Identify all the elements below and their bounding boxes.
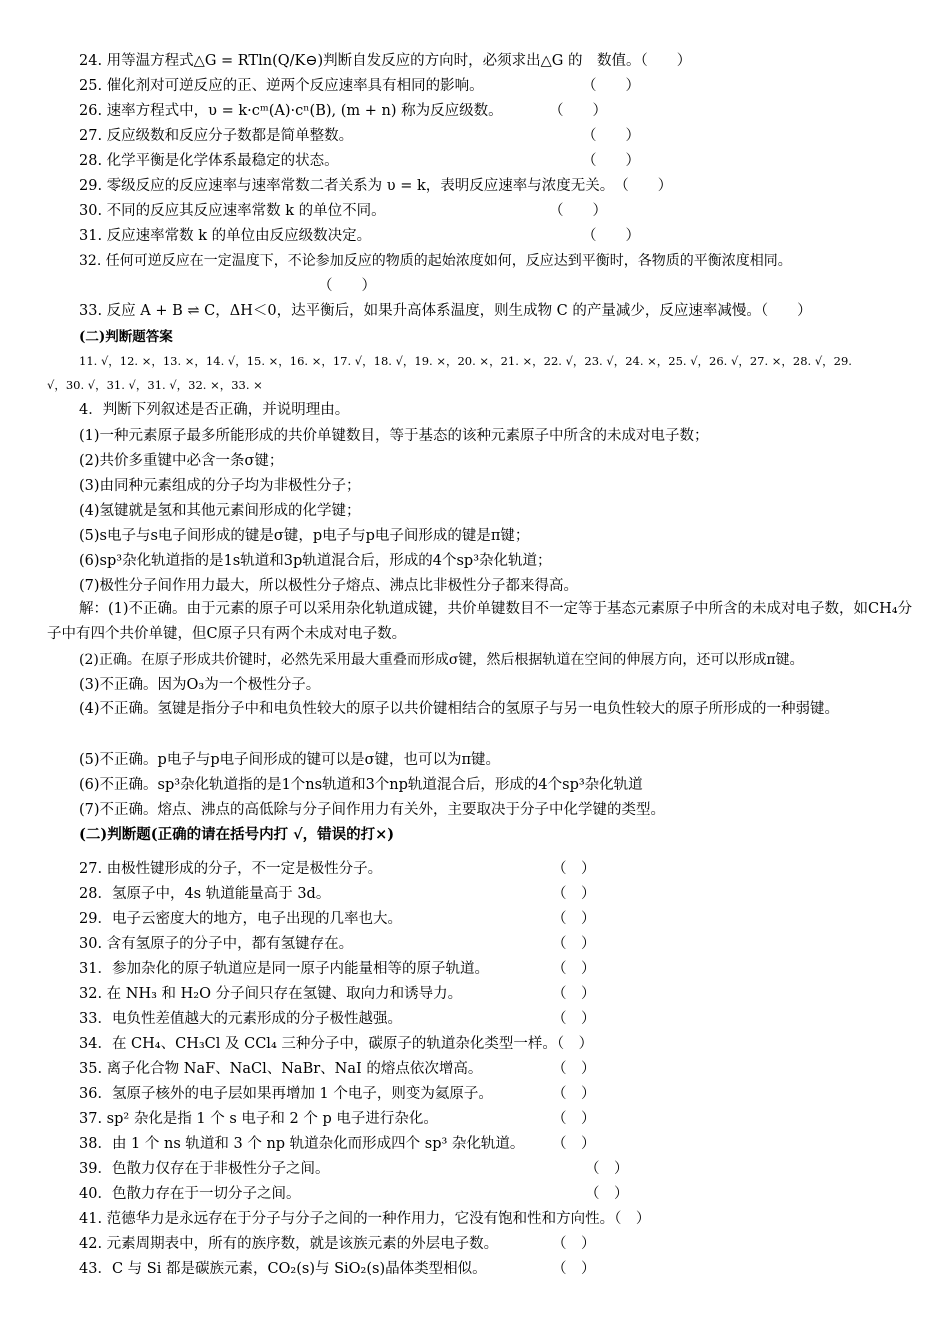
question-26: 26. 速率方程式中，υ = k·cᵐ(A)·cⁿ(B), (m + n) 称为反应级数。 [79, 103, 503, 119]
q-36b: 36．氢原子核外的电子层如果再增加 1 个电子，则变为氦原子。 [79, 1086, 493, 1102]
q-39b: 39．色散力仅存在于非极性分子之间。 [79, 1161, 330, 1177]
q-33b: 33．电负性差值越大的元素形成的分子极性越强。 [79, 1011, 402, 1027]
question-31: 31. 反应速率常数 k 的单位由反应级数决定。 [79, 228, 372, 244]
paren-29b[interactable]: （ ） [552, 911, 596, 927]
answers-line-1: 11. √，12. ×，13. ×，14. √，15. ×，16. ×，17. √，18. √，19. ×，20. ×，21. ×，22. √，23. √，24. ×，25. √，26. √，27. ×，28. √，29. [79, 354, 852, 368]
question-25: 25. 催化剂对可逆反应的正、逆两个反应速率具有相同的影响。 [79, 78, 484, 94]
q-28b: 28．氢原子中，4s 轨道能量高于 3d。 [79, 886, 331, 902]
question-28: 28. 化学平衡是化学体系最稳定的状态。 [79, 153, 339, 169]
q4-solution-7: (7)不正确。熔点、沸点的高低除与分子间作用力有关外，主要取决于分子中化学键的类型。 [79, 802, 666, 818]
answer-paren-27[interactable]: （ ） [582, 128, 640, 144]
answer-paren-32[interactable]: （ ） [318, 278, 376, 294]
answer-paren-28[interactable]: （ ） [582, 153, 640, 169]
q4-solution-4: (4)不正确。氢键是指分子中和电负性较大的原子以共价键相结合的氢原子与另一电负性较大的原子所形成的一种弱键。 [79, 701, 840, 717]
q4-item-3: (3)由同种元素组成的分子均为非极性分子； [79, 478, 361, 494]
q4-item-6: (6)sp³杂化轨道指的是1s轨道和3p轨道混合后，形成的4个sp³杂化轨道； [79, 553, 552, 569]
q-40b: 40．色散力存在于一切分子之间。 [79, 1186, 301, 1202]
answers-line-2: √，30. √，31. √，31. √，32. ×，33. × [47, 378, 263, 392]
question-32: 32. 任何可逆反应在一定温度下，不论参加反应的物质的起始浓度如何，反应达到平衡时，各物质的平衡浓度相同。 [79, 253, 792, 269]
q-29b: 29．电子云密度大的地方，电子出现的几率也大。 [79, 911, 402, 927]
q-27b: 27. 由极性键形成的分子，不一定是极性分子。 [79, 861, 383, 877]
question-27: 27. 反应级数和反应分子数都是简单整数。 [79, 128, 354, 144]
paren-35b[interactable]: （ ） [552, 1061, 596, 1077]
q4-solution-1: 解：(1)不正确。由于元素的原子可以采用杂化轨道成键，共价单键数目不一定等于基态元素原子中所含的未成对电子数，如CH₄分子中有四个共价单键，但C原子只有两个未成对电子数。 [47, 601, 913, 642]
q4-item-1: (1)一种元素原子最多所能形成的共价单键数目，等于基态的该种元素原子中所含的未成对电子数； [79, 428, 709, 444]
q-30b: 30. 含有氢原子的分子中，都有氢键存在。 [79, 936, 354, 952]
q-35b: 35. 离子化合物 NaF、NaCl、NaBr、NaI 的熔点依次增高。 [79, 1061, 483, 1077]
q-41b: 41. 范德华力是永远存在于分子与分子之间的一种作用力，它没有饱和性和方向性。（ ） [79, 1211, 651, 1227]
q4-solution-3: (3)不正确。因为O₃为一个极性分子。 [79, 677, 321, 693]
q-43b: 43．C 与 Si 都是碳族元素，CO₂(s)与 SiO₂(s)晶体类型相似。 [79, 1261, 487, 1277]
paren-40b[interactable]: （ ） [585, 1186, 629, 1202]
question-29: 29. 零级反应的反应速率与速率常数二者关系为 υ = k，表明反应速率与浓度无关。 （ ） [79, 178, 673, 194]
answer-paren-25[interactable]: （ ） [582, 78, 640, 94]
paren-42b[interactable]: （ ） [552, 1236, 596, 1252]
question-33: 33. 反应 A + B ⇌ C，ΔH＜0，达平衡后，如果升高体系温度，则生成物 C 的产量减少，反应速率减慢。（ ） [79, 303, 812, 319]
q-32b: 32. 在 NH₃ 和 H₂O 分子间只存在氢键、取向力和诱导力。 [79, 986, 463, 1002]
q4-solution-2: (2)正确。在原子形成共价键时，必然先采用最大重叠而形成σ键，然后根据轨道在空间的伸展方向，还可以形成π键。 [79, 652, 804, 668]
answer-paren-30[interactable]: （ ） [549, 203, 607, 219]
q4-item-2: (2)共价多重键中必含一条σ键； [79, 453, 284, 469]
q4-item-4: (4)氢键就是氢和其他元素间形成的化学键； [79, 503, 361, 519]
section-b-title: (二)判断题(正确的请在括号内打 √，错误的打×) [79, 826, 395, 843]
q-31b: 31．参加杂化的原子轨道应是同一原子内能量相等的原子轨道。 [79, 961, 489, 977]
paren-37b[interactable]: （ ） [552, 1111, 596, 1127]
q-42b: 42. 元素周期表中，所有的族序数，就是该族元素的外层电子数。 [79, 1236, 499, 1252]
paren-38b[interactable]: （ ） [552, 1136, 596, 1152]
answers-title: (二)判断题答案 [79, 329, 173, 345]
answer-paren-31[interactable]: （ ） [582, 228, 640, 244]
question-24: 24. 用等温方程式△G = RTln(Q/K⊖)判断自发反应的方向时，必须求出△G 的 数值。（ ） [79, 53, 692, 69]
paren-36b[interactable]: （ ） [552, 1086, 596, 1102]
q4-solution-6: (6)不正确。sp³杂化轨道指的是1个ns轨道和3个np轨道混合后，形成的4个sp³杂化轨道 [79, 777, 643, 793]
paren-32b[interactable]: （ ） [552, 986, 596, 1002]
q-38b: 38．由 1 个 ns 轨道和 3 个 np 轨道杂化而形成四个 sp³ 杂化轨道。 [79, 1136, 525, 1152]
q-37b: 37. sp² 杂化是指 1 个 s 电子和 2 个 p 电子进行杂化。 [79, 1111, 438, 1127]
paren-33b[interactable]: （ ） [552, 1011, 596, 1027]
q4-solution-5: (5)不正确。p电子与p电子间形成的键可以是σ键，也可以为π键。 [79, 752, 501, 768]
q4-title: 4．判断下列叙述是否正确，并说明理由。 [79, 402, 350, 418]
paren-30b[interactable]: （ ） [552, 936, 596, 952]
paren-31b[interactable]: （ ） [552, 961, 596, 977]
q4-item-7: (7)极性分子间作用力最大，所以极性分子熔点、沸点比非极性分子都来得高。 [79, 578, 579, 594]
answer-paren-26[interactable]: （ ） [549, 103, 607, 119]
paren-43b[interactable]: （ ） [552, 1261, 596, 1277]
question-30: 30. 不同的反应其反应速率常数 k 的单位不同。 [79, 203, 386, 219]
paren-27b[interactable]: （ ） [552, 861, 596, 877]
paren-28b[interactable]: （ ） [552, 886, 596, 902]
q-34b: 34．在 CH₄、CH₃Cl 及 CCl₄ 三种分子中，碳原子的轨道杂化类型一样。（ ） [79, 1036, 594, 1052]
paren-39b[interactable]: （ ） [585, 1161, 629, 1177]
q4-item-5: (5)s电子与s电子间形成的键是σ键，p电子与p电子间形成的键是π键； [79, 528, 530, 544]
